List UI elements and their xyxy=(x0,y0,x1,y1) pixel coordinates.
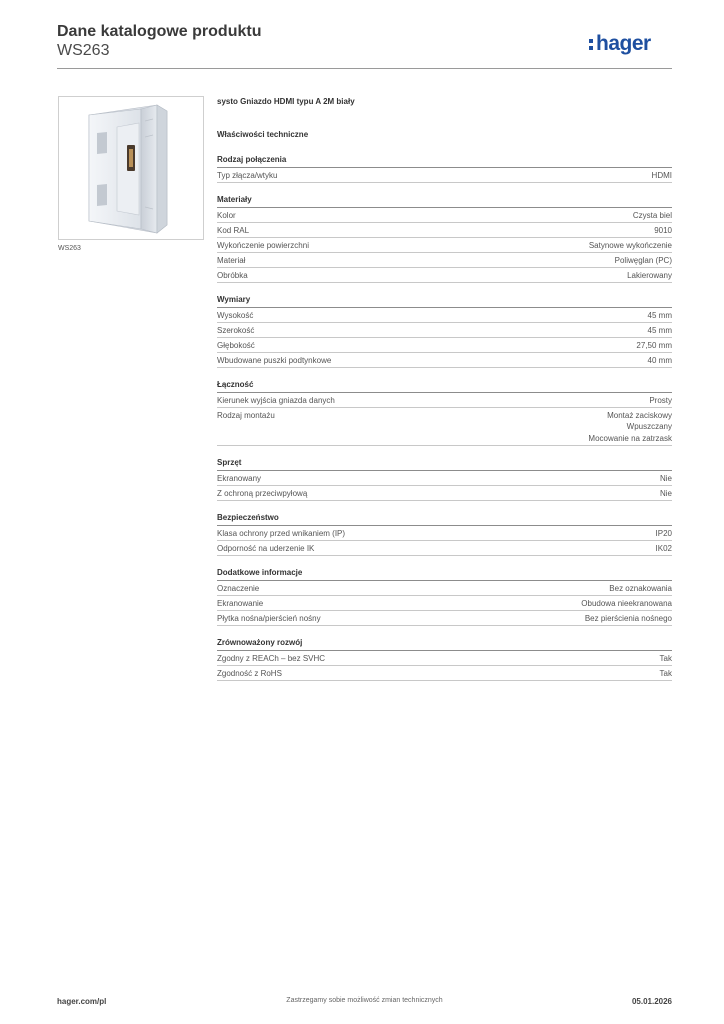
spec-section xyxy=(217,294,672,368)
spec-label: Materiał xyxy=(217,255,246,265)
spec-row xyxy=(217,353,672,368)
section-title: Materiały xyxy=(217,194,672,208)
spec-row xyxy=(217,666,672,681)
spec-value-line: Montaż zaciskowy xyxy=(607,410,672,420)
spec-label: Głębokość xyxy=(217,340,255,350)
spec-label: Z ochroną przeciwpyłową xyxy=(217,488,308,498)
spec-value xyxy=(589,240,672,252)
spec-value xyxy=(656,543,672,555)
spec-value xyxy=(660,668,672,680)
hdmi-socket-illustration xyxy=(59,97,203,239)
spec-value xyxy=(627,270,672,282)
spec-value-line: 27,50 mm xyxy=(636,340,672,350)
spec-section xyxy=(217,194,672,283)
spec-value xyxy=(652,170,672,182)
header-divider xyxy=(57,68,672,69)
spec-label: Kod RAL xyxy=(217,225,250,235)
spec-row xyxy=(217,526,672,541)
spec-row xyxy=(217,338,672,353)
spec-value-line: Bez oznakowania xyxy=(609,583,672,593)
spec-value xyxy=(636,340,672,352)
spec-value-line: HDMI xyxy=(651,170,672,180)
spec-label: Kierunek wyjścia gniazda danych xyxy=(217,395,335,405)
product-name: systo Gniazdo HDMI typu A 2M biały xyxy=(217,97,355,106)
section-title: Sprzęt xyxy=(217,457,672,471)
spec-row xyxy=(217,393,672,408)
spec-value-line: Bez pierścienia nośnego xyxy=(584,613,672,623)
spec-value xyxy=(660,488,672,500)
spec-value-line: 45 mm xyxy=(647,310,672,320)
spec-label: Wysokość xyxy=(217,310,254,320)
spec-label: Klasa ochrony przed wnikaniem (IP) xyxy=(217,528,346,538)
svg-text:hager: hager xyxy=(596,32,651,55)
spec-value xyxy=(649,395,672,407)
spec-value-line: Tak xyxy=(659,668,672,678)
footer-disclaimer: Zastrzegamy sobie możliwość zmian technicznych xyxy=(286,997,443,1004)
section-title: Bezpieczeństwo xyxy=(217,512,672,526)
section-title: Łączność xyxy=(217,379,672,393)
spec-section xyxy=(217,637,672,681)
spec-value xyxy=(654,225,672,237)
section-title: Dodatkowe informacje xyxy=(217,567,672,581)
spec-value xyxy=(656,528,672,540)
spec-row xyxy=(217,471,672,486)
spec-section xyxy=(217,457,672,501)
spec-row xyxy=(217,268,672,283)
spec-value-line: IK02 xyxy=(655,543,672,553)
spec-value-line: Nie xyxy=(659,473,672,483)
spec-value-line: Lakierowany xyxy=(627,270,672,280)
spec-value-line: Obudowa nieekranowana xyxy=(581,598,672,608)
spec-value-line: IP20 xyxy=(655,528,672,538)
product-photo xyxy=(58,96,204,240)
spec-section xyxy=(217,567,672,626)
spec-value-line: 40 mm xyxy=(647,355,672,365)
spec-label: Oznaczenie xyxy=(217,583,260,593)
product-code: WS263 xyxy=(57,42,110,59)
footer-website: hager.com/pl xyxy=(57,997,107,1006)
spec-row xyxy=(217,238,672,253)
spec-label: Wbudowane puszki podtynkowe xyxy=(217,355,332,365)
spec-row xyxy=(217,253,672,268)
document-header xyxy=(57,22,261,60)
section-title: Zrównoważony rozwój xyxy=(217,637,672,651)
spec-label: Zgodny z REACh – bez SVHC xyxy=(217,653,326,663)
spec-row xyxy=(217,581,672,596)
spec-value-line: Mocowanie na zatrzask xyxy=(588,433,672,443)
spec-value-line: 9010 xyxy=(654,225,672,235)
spec-row xyxy=(217,596,672,611)
spec-row xyxy=(217,323,672,338)
spec-label: Zgodność z RoHS xyxy=(217,668,282,678)
spec-value xyxy=(609,583,672,595)
spec-label: Odporność na uderzenie IK xyxy=(217,543,315,553)
specification-content xyxy=(217,96,672,692)
spec-value-line: Poliwęglan (PC) xyxy=(614,255,672,265)
spec-sections xyxy=(217,154,672,681)
hager-logo xyxy=(588,28,672,58)
spec-row xyxy=(217,541,672,556)
spec-row xyxy=(217,611,672,626)
spec-value-line: Tak xyxy=(659,653,672,663)
spec-value-line: Czysta biel xyxy=(632,210,672,220)
spec-value-line: Nie xyxy=(659,488,672,498)
document-title: Dane katalogowe produktu xyxy=(57,23,262,40)
spec-section xyxy=(217,154,672,183)
spec-row xyxy=(217,223,672,238)
footer-date: 05.01.2026 xyxy=(631,997,672,1006)
spec-value xyxy=(585,613,672,625)
spec-row xyxy=(217,408,672,446)
spec-label: Kolor xyxy=(217,210,236,220)
section-title: Wymiary xyxy=(217,294,672,308)
spec-value xyxy=(648,355,672,367)
spec-row xyxy=(217,486,672,501)
spec-row xyxy=(217,168,672,183)
spec-label: Wykończenie powierzchni xyxy=(217,240,309,250)
spec-label: Rodzaj montażu xyxy=(217,410,275,420)
spec-label: Typ złącza/wtyku xyxy=(217,170,278,180)
photo-caption: WS263 xyxy=(58,245,81,252)
spec-value xyxy=(648,310,672,322)
spec-value xyxy=(615,255,672,267)
spec-value xyxy=(660,653,672,665)
section-title: Rodzaj połączenia xyxy=(217,154,672,168)
spec-label: Ekranowany xyxy=(217,473,262,483)
spec-value xyxy=(660,473,672,485)
spec-value-line: 45 mm xyxy=(647,325,672,335)
spec-row xyxy=(217,308,672,323)
spec-section xyxy=(217,379,672,446)
spec-value-line: Wpuszczany xyxy=(626,422,672,431)
page-footer xyxy=(57,997,672,1009)
spec-section xyxy=(217,512,672,556)
spec-value xyxy=(633,210,672,222)
spec-label: Obróbka xyxy=(217,270,248,280)
spec-value-line: Prosty xyxy=(649,395,672,405)
spec-value-line: Satynowe wykończenie xyxy=(588,240,672,250)
spec-value xyxy=(581,598,672,610)
spec-row xyxy=(217,208,672,223)
spec-value xyxy=(588,410,672,445)
spec-value xyxy=(648,325,672,337)
spec-label: Ekranowanie xyxy=(217,598,264,608)
spec-label: Płytka nośna/pierścień nośny xyxy=(217,613,321,623)
spec-label: Szerokość xyxy=(217,325,255,335)
technical-properties-heading: Właściwości techniczne xyxy=(217,130,309,139)
spec-row xyxy=(217,651,672,666)
